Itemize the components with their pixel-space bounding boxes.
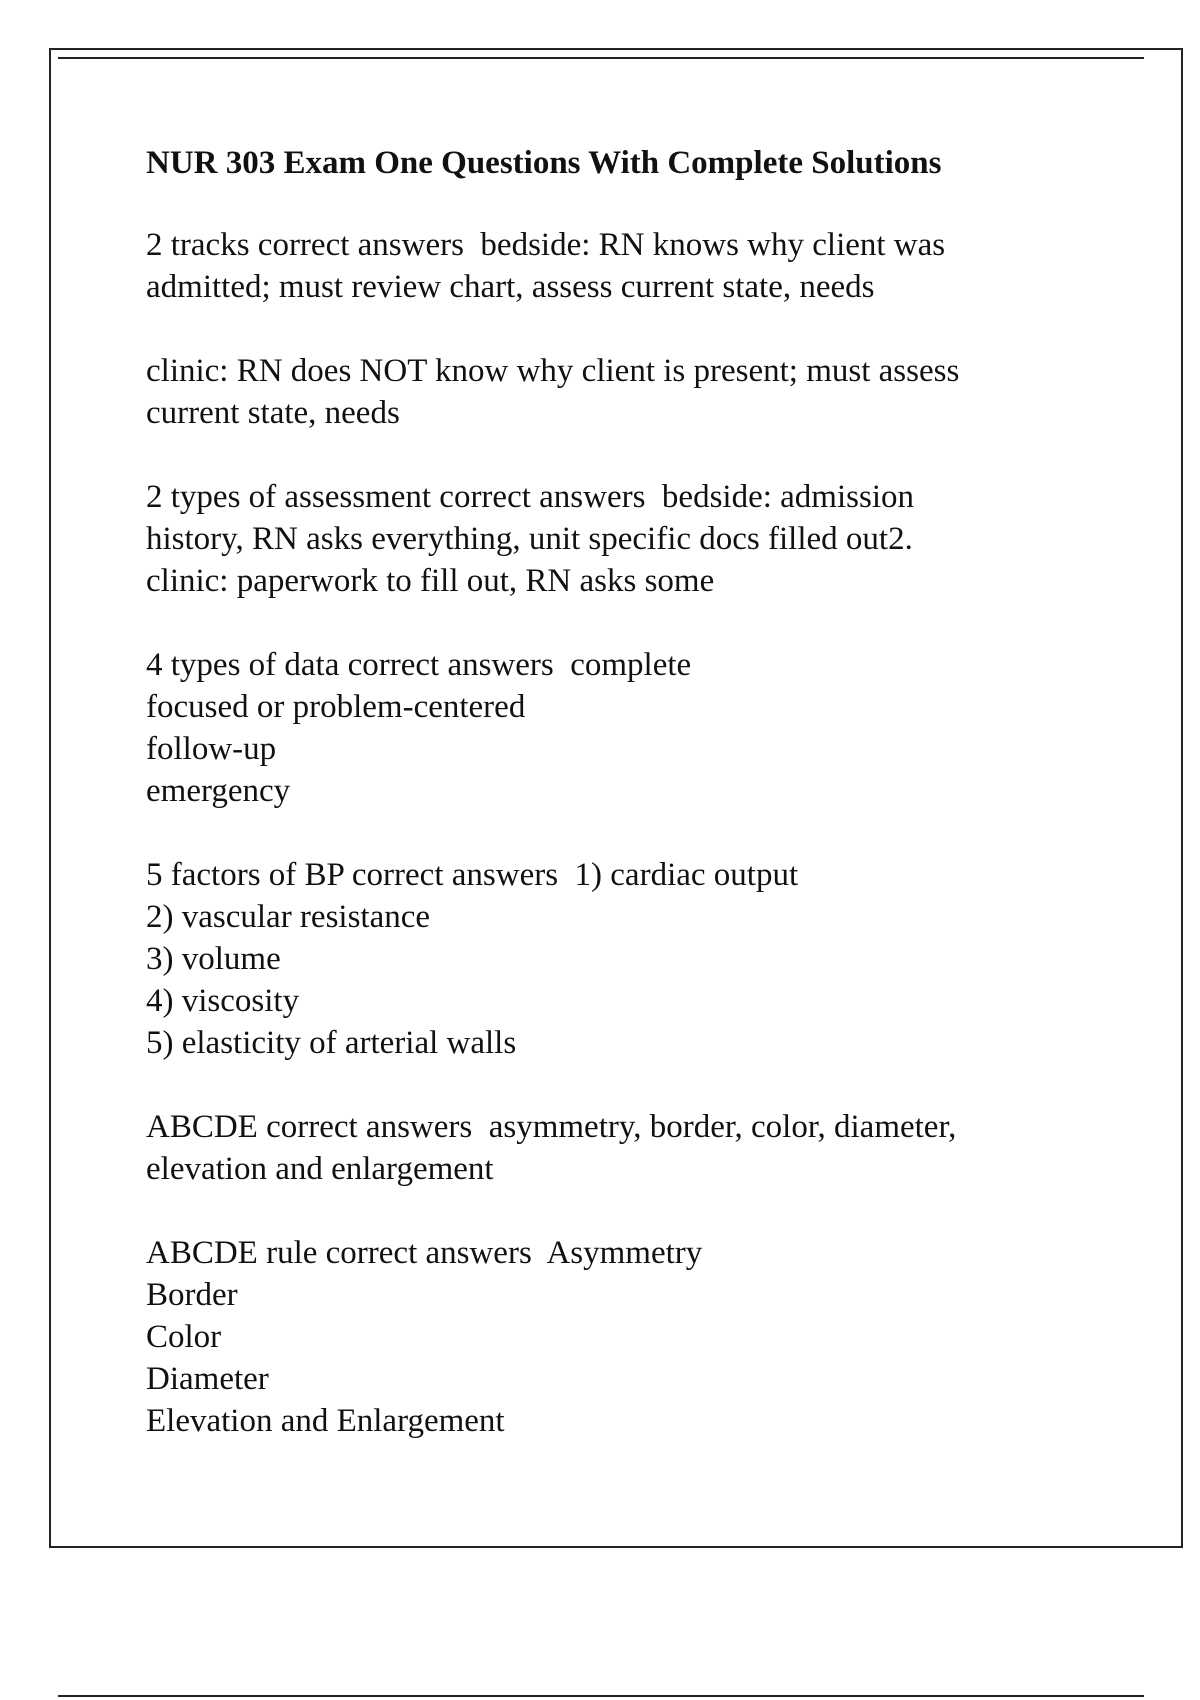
qa-line: follow-up (146, 731, 277, 767)
qa-entry-data-types (146, 644, 1106, 812)
qa-line: ABCDE rule correct answers Asymmetry (146, 1235, 703, 1271)
qa-line: current state, needs (146, 395, 400, 431)
qa-line: emergency (146, 773, 291, 809)
qa-entry-assessment-types (146, 476, 1106, 602)
qa-line: Diameter (146, 1361, 269, 1397)
qa-entry-tracks (146, 224, 1106, 308)
qa-line: Border (146, 1277, 238, 1313)
qa-line: 2) vascular resistance (146, 899, 431, 935)
qa-line: 4) viscosity (146, 983, 300, 1019)
qa-line: admitted; must review chart, assess current state, needs (146, 269, 875, 305)
qa-entry-clinic (146, 350, 1106, 434)
qa-line: 2 types of assessment correct answers bedside: admission (146, 479, 914, 515)
qa-line: 5 factors of BP correct answers 1) cardiac output (146, 857, 799, 893)
bottom-rule (58, 1695, 1144, 1697)
document-content (146, 142, 1106, 1484)
qa-line: history, RN asks everything, unit specific docs filled out2. (146, 521, 913, 557)
qa-line: 3) volume (146, 941, 281, 977)
document-title: NUR 303 Exam One Questions With Complete Solutions (146, 145, 942, 181)
qa-entry-abcde (146, 1106, 1106, 1190)
qa-line: focused or problem-centered (146, 689, 526, 725)
qa-line: elevation and enlargement (146, 1151, 494, 1187)
qa-line: 5) elasticity of arterial walls (146, 1025, 517, 1061)
qa-line: clinic: paperwork to fill out, RN asks some (146, 563, 715, 599)
qa-entry-bp-factors (146, 854, 1106, 1064)
qa-entry-abcde-rule (146, 1232, 1106, 1442)
qa-line: Elevation and Enlargement (146, 1403, 505, 1439)
qa-line: clinic: RN does NOT know why client is present; must assess (146, 353, 960, 389)
top-rule (58, 57, 1144, 59)
qa-line: ABCDE correct answers asymmetry, border, color, diameter, (146, 1109, 957, 1145)
qa-line: Color (146, 1319, 222, 1355)
qa-line: 4 types of data correct answers complete (146, 647, 692, 683)
qa-line: 2 tracks correct answers bedside: RN knows why client was (146, 227, 946, 263)
